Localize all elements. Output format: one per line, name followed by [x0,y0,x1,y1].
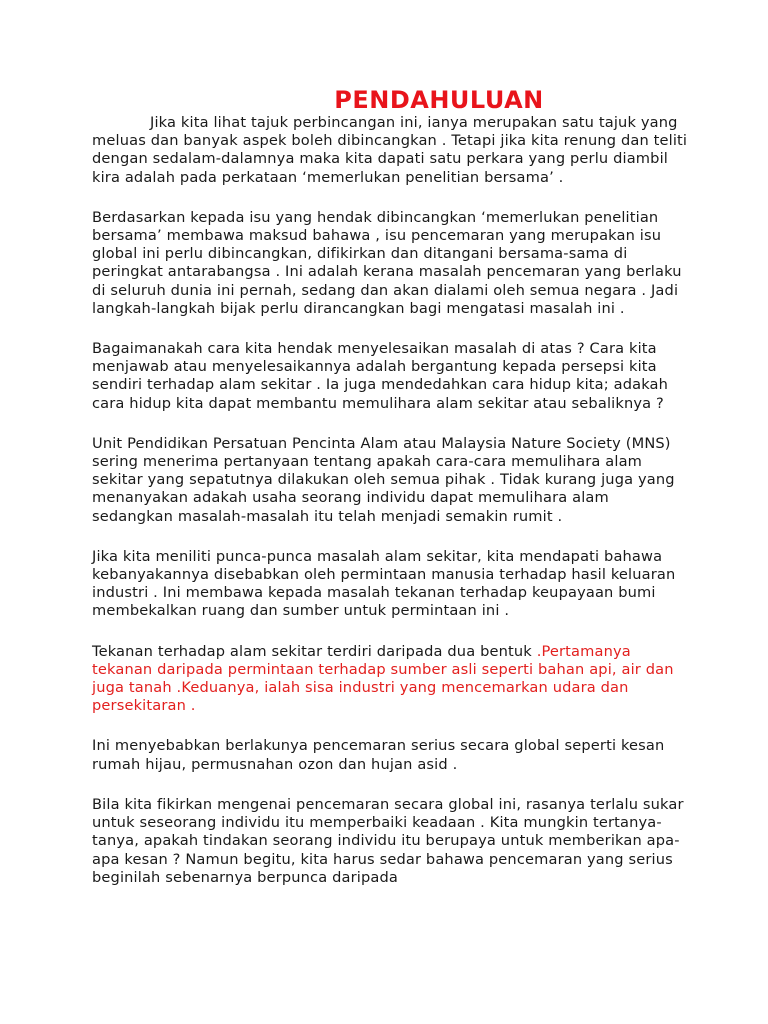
paragraph-3: Bagaimanakah cara kita hendak menyelesaikan masalah di atas ? Cara kita menjawab atau menyelesaikannya adalah bergantung kepada persepsi kita sendiri terhadap alam sekitar . Ia juga mendedahkan cara hidup kita; adakah cara hidup kita dapat membantu memulihara alam sekitar atau sebaliknya ? [92,340,669,412]
paragraph-2: Berdasarkan kepada isu yang hendak dibincangkan ‘memerlukan penelitian bersama’ membawa maksud bahawa , isu pencemaran yang merupakan isu global ini perlu dibincangkan, difikirkan dan ditangani bersama-sama di peringkat antarabangsa . Ini adalah kerana masalah pencemaran yang berlaku di seluruh dunia ini pernah, sedang dan akan dialami oleh semua negara . Jadi langkah-langkah bijak perlu dirancangkan bagi mengatasi masalah ini . [92,208,682,317]
page-title: PENDAHULUAN [334,86,544,114]
paragraph-6 [92,643,692,716]
paragraph-6-highlight: .Pertamanya tekanan daripada permintaan terhadap sumber asli seperti bahan api, air dan juga tanah .Keduanya, ialah sisa industri yang mencemarkan udara dan persekitaran . [92,642,674,715]
paragraph-5: Jika kita meniliti punca-punca masalah alam sekitar, kita mendapati bahawa kebanyakannya disebabkan oleh permintaan manusia terhadap hasil keluaran industri . Ini membawa kepada masalah tekanan terhadap keupayaan bumi membekalkan ruang dan sumber untuk permintaan ini . [92,547,676,620]
paragraph-4: Unit Pendidikan Persatuan Pencinta Alam atau Malaysia Nature Society (MNS) sering menerima pertanyaan tentang apakah cara-cara memulihara alam sekitar yang sepatutnya dilakukan oleh semua pihak . Tidak kurang juga yang menanyakan adakah usaha seorang individu dapat memulihara alam sedangkan masalah-masalah itu telah menjadi semakin rumit . [92,434,675,525]
paragraph-6-text: Tekanan terhadap alam sekitar terdiri daripada dua bentuk [92,642,537,660]
document-body [92,114,692,909]
paragraph-7: Ini menyebabkan berlakunya pencemaran serius secara global seperti kesan rumah hijau, permusnahan ozon dan hujan asid . [92,737,665,773]
paragraph-1: Jika kita lihat tajuk perbincangan ini, ianya merupakan satu tajuk yang meluas dan banyak aspek boleh dibincangkan . Tetapi jika kita renung dan teliti dengan sedalam-dalamnya maka kita dapati satu perkara yang perlu diambil kira adalah pada perkataan ‘memerlukan penelitian bersama’ . [92,114,688,186]
paragraph-8: Bila kita fikirkan mengenai pencemaran secara global ini, rasanya terlalu sukar untuk seseorang individu itu memperbaiki keadaan . Kita mungkin tertanya-tanya, apakah tindakan seorang individu itu berupaya untuk memberikan apa-apa kesan ? Namun begitu, kita harus sedar bahawa pencemaran yang serius beginilah sebenarnya berpunca daripada [92,795,684,886]
